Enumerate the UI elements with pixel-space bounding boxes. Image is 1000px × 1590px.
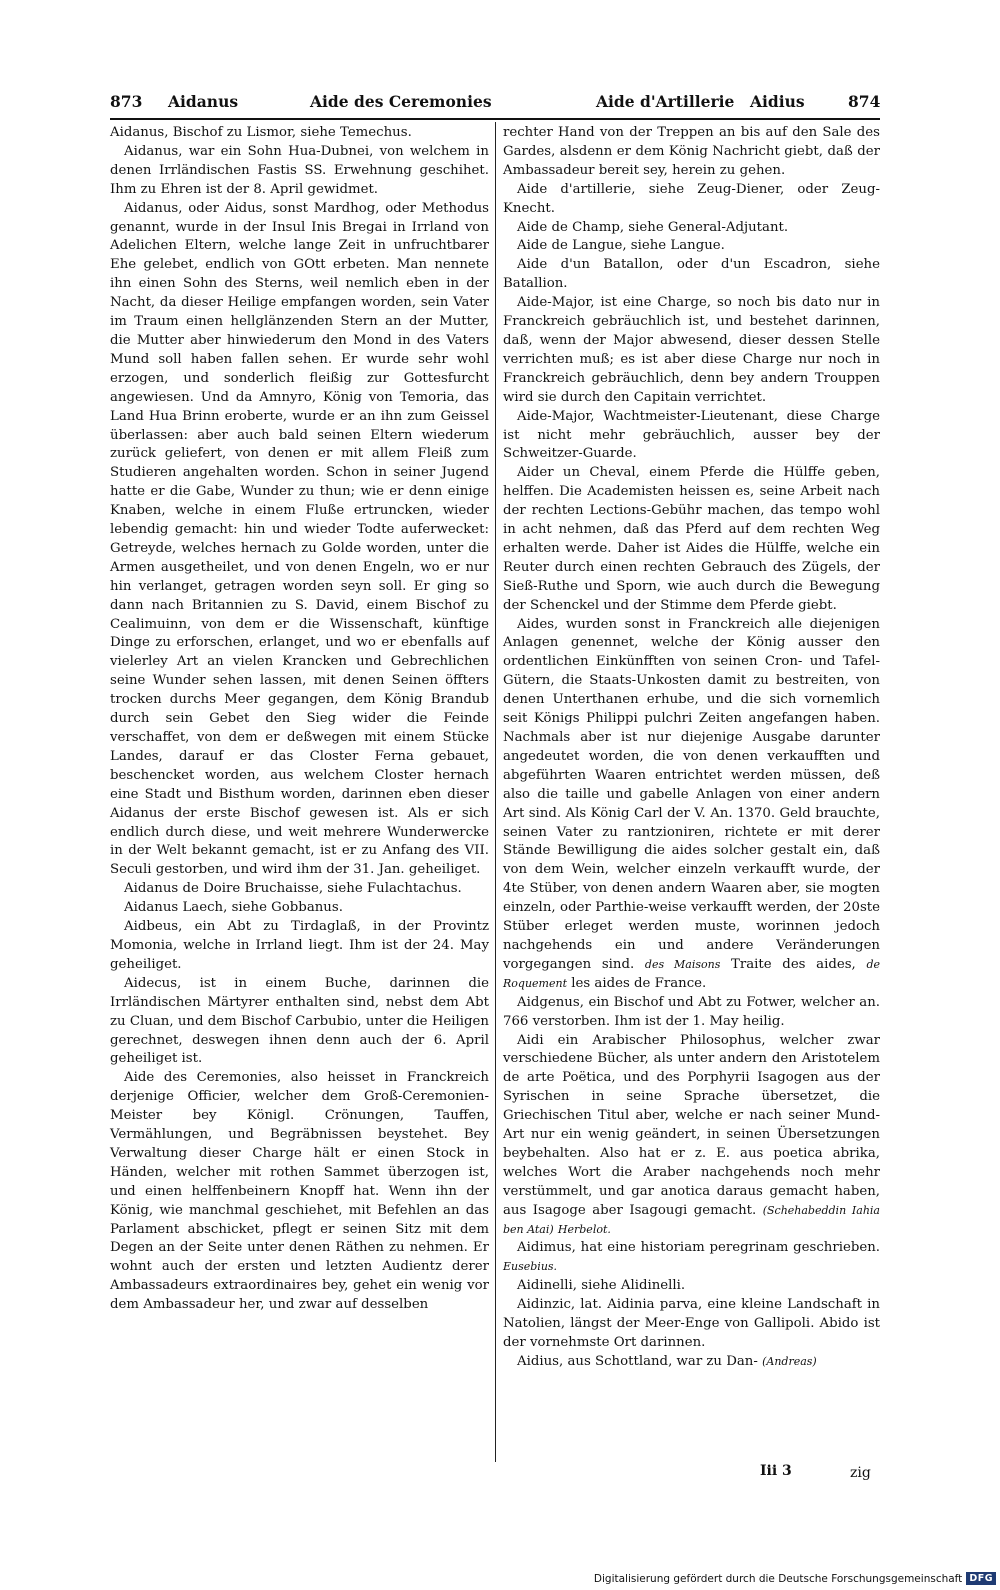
epithet: (Schehabeddin Iahia ben Atai) — [503, 1203, 880, 1236]
entry-paragraph: Aidbeus, ein Abt zu Tirdaglaß, in der Provintz Momonia, welche in Irrland liegt. Ihm ist der 24. May geheiliget. — [110, 919, 489, 972]
entry-paragraph: Aidanus Laech, siehe Gobbanus. — [124, 900, 343, 916]
entry-paragraph: Aide des Ceremonies, also heisset in Franckreich derjenige Officier, welcher dem Groß-Ceremonien-Meister bey Königl. Crönungen, Tauffen, Vermählungen, und Begräbnissen beystehet. Bey Verwaltung dieser Charge hält er einen Stock in Händen, welcher mit rothen Sammet überzogen ist, und einen helffenbeinern Knopff hat. Wenn ihn der König, wie manchmal geschiehet, mit Befehlen an das Parlament abschicket, pflegt er seinen Sitz mit dem Degen an der Seite unter denen Räthen zu nehmen. Er wohnt auch der ersten und letzten Audientz derer Ambassadeurs extraordinaires bey, gehet ein wenig vor dem Ambassadeur her, und zwar auf desselben — [110, 1070, 489, 1313]
source-citation: Herbelot. — [557, 1222, 611, 1236]
entry-paragraph: Aidecus, ist in einem Buche, darinnen die Irrländischen Märtyrer enthalten sind, nebst dem Abt zu Cluan, und dem Bischof Carbubio, unter die Heiligen gerechnet, deswegen ihnen denn auch der 6. April geheiliget ist. — [110, 975, 489, 1067]
dfg-logo: DFG — [966, 1572, 996, 1585]
entry-paragraph: Aide-Major, ist eine Charge, so noch bis dato nur in Franckreich gebräuchlich ist, und bestehet darinnen, daß, wenn der Major abwesend, dieser dessen Stelle verrichten muß; es ist aber diese Charge nur noch in Franckreich gebräuchlich, denn bey andern Trouppen wird sie durch den Capitain verrichtet. — [503, 295, 880, 405]
header-catchword-left-2: Aide des Ceremonies — [310, 92, 492, 111]
entry-paragraph: Aidgenus, ein Bischof und Abt zu Fotwer, welcher an. 766 verstorben. Ihm ist der 1. May heilig. — [503, 994, 880, 1029]
entry-paragraph: Aidinzic, lat. Aidinia parva, eine kleine Landschaft in Natolien, längst der Meer-Enge von Gallipoli. Abido ist der vornehmste Ort darinnen. — [503, 1297, 880, 1350]
entry-text: Aidi ein Arabischer Philosophus, welcher zwar verschiedene Bücher, als unter andern den Aristotelem de arte Poëtica, und des Porphyrii Isagogen aus der Syrischen in seine Sprache übersetzet, die Griechischen Titul aber, welche er nach seiner Mund-Art nur ein wenig geändert, in seinen Übersetzungen beybehalten. Also hat er z. E. aus poetica abrika, welches Wort die Araber nachgehends noch mehr verstümmelt, und gar anotica daraus gemacht haben, aus Isagoge aber Isagougi gemacht. — [503, 1032, 880, 1218]
source-title: les aides de France. — [571, 975, 707, 991]
source-title: Traite des aides, — [731, 956, 856, 972]
header-catchword-right-2: Aidius — [750, 92, 805, 111]
entry-aides — [503, 616, 880, 994]
column-divider — [495, 122, 496, 1462]
entry-paragraph: Aide de Champ, siehe General-Adjutant. — [517, 219, 789, 235]
entry-paragraph: Aidanus, war ein Sohn Hua-Dubnei, von welchem in denen Irrländischen Fastis SS. Erwehnung geschihet. Ihm zu Ehren ist der 8. April gewidmet. — [110, 143, 489, 197]
page-number-right: 874 — [848, 92, 881, 111]
running-header — [110, 92, 880, 118]
entry-paragraph: Aidanus, oder Aidus, sonst Mardhog, oder Methodus genannt, wurde in der Insul Inis Bregai in Irrland von Adelichen Eltern, welche lange Zeit in unfruchtbarer Ehe gelebet, endlich von GOtt erbeten. Man nennete ihn einen Sohn des Sterns, weil nemlich eben in der Nacht, da dieser Heilige empfangen worden, sein Vater im Traum einen hellglänzenden Stern an der Mutter, die Mutter aber hinwiederum den Mond in des Vaters Mund soll haben fallen sehen. Er wurde sehr wohl erzogen, und sonderlich fleißig zur Gottesfurcht angewiesen. Und da Amnyro, König von Temoria, das Land Hua Brinn eroberte, wurde er an ihn zum Geissel überlassen: aber auch bald seinen Eltern wiederum zurück geliefert, von denen er mit allem Fleiß zum Studieren angehalten worden. Schon in seiner Jugend hatte er die Gabe, Wunder zu thun; wie er denn einige Knaben, welche in einem Fluße ertruncken, wieder lebendig gemacht: hin und wieder Todte auferwecket: Getreyde, welches hernach zu Golde worden, unter die Armen ausgetheilet, und von denen Engeln, wo er nur hin verlanget, getragen worden seyn soll. Er ging so dann nach Britannien zu S. David, einem Bischof zu Cealimuinn, von dem er die Wissenschaft, künftige Dinge zu erforschen, erlanget, und wo er ebenfalls auf vielerley Art an vielen Krancken und Gebrechlichen seine Wunder sehen lassen, mit denen Seinen öffters trocken durchs Meer gegangen, dem König Brandub durch sein Gebet den Sieg wider die Feinde verschaffet, von dem er deßwegen mit einem Stücke Landes, darauf er das Closter Ferna gebauet, beschencket worden, aus welchem Closter hernach eine Stadt und Bisthum worden, darinnen eben dieser Aidanus der erste Bischof gewesen ist. Als er sich endlich durch diese, und weit mehrere Wunderwercke in der Welt bekannt gemacht, ist er zu Anfang des VII. Seculi gestorben, und wird ihm der 31. Jan. geheiliget. — [110, 200, 489, 878]
entry-paragraph: Aidanus, Bischof zu Lismor, siehe Temechus. — [110, 125, 412, 140]
header-catchword-right-1: Aide d'Artillerie — [596, 92, 735, 111]
catchword: zig — [850, 1465, 871, 1481]
source-citation: des Maisons — [644, 957, 721, 971]
entry-aidius — [503, 1353, 880, 1372]
source-citation: de Roquement — [503, 957, 880, 990]
entry-paragraph: Aide d'artillerie, siehe Zeug-Diener, oder Zeug-Knecht. — [503, 181, 880, 216]
page-number-left: 873 — [110, 92, 143, 111]
entry-aidi — [503, 1032, 880, 1240]
entry-paragraph: Aider un Cheval, einem Pferde die Hülffe geben, helffen. Die Academisten heissen es, seine Arbeit nach der rechten Lections-Gebühr machen, das tempo wohl in acht nehmen, daß das Pferd auf dem rechten Weg erhalten werde. Daher ist Aides die Hülffe, welche ein Reuter durch einen rechten Gebrauch des Zügels, der Sieß-Ruthe und Sporn, wie auch durch die Bewegung der Schenckel und der Stimme dem Pferde giebt. — [503, 465, 880, 613]
entry-paragraph: Aide d'un Batallon, oder d'un Escadron, siehe Batallion. — [503, 257, 880, 292]
printer-signature: Iii 3 — [760, 1463, 792, 1479]
header-catchword-left-1: Aidanus — [168, 92, 239, 111]
entry-paragraph: Aide-Major, Wachtmeister-Lieutenant, diese Charge ist nicht mehr gebräuchlich, ausser bey der Schweitzer-Guarde. — [503, 408, 880, 462]
right-column — [503, 124, 880, 1372]
digitization-footer — [594, 1572, 996, 1585]
header-rule — [110, 118, 880, 120]
entry-paragraph: Aide de Langue, siehe Langue. — [517, 238, 725, 254]
epithet: (Andreas) — [762, 1354, 817, 1368]
left-column — [110, 124, 489, 1315]
entry-text: Aidimus, hat eine historiam peregrinam geschrieben. — [517, 1240, 880, 1256]
entry-paragraph: Aidinelli, siehe Alidinelli. — [517, 1278, 686, 1294]
entry-paragraph: rechter Hand von der Treppen an bis auf den Sale des Gardes, alsdenn er dem König Nachricht giebt, daß der Ambassadeur bereit sey, herein zu gehen. — [503, 125, 880, 178]
entry-aidimus — [503, 1239, 880, 1277]
source-citation: Eusebius. — [503, 1260, 558, 1274]
footer-text: Digitalisierung gefördert durch die Deutsche Forschungsgemeinschaft — [593, 1572, 963, 1585]
entry-text: Aidius, aus Schottland, war zu Dan- — [517, 1353, 758, 1369]
entry-text: Aides, wurden sonst in Franckreich alle diejenigen Anlagen genennet, welche der König ausser den ordentlichen Einkünfften von seinen Cron- und Tafel-Gütern, die Staats-Unkosten damit zu bestreiten, von denen Unterthanen erhube, und die sich vornemlich seit Königs Philippi pulchri Zeiten angefangen haben. Nachmals aber ist nur diejenige Ausgabe darunter angedeutet worden, die von denen verkaufften und abgeführten Waaren entrichtet werden müssen, deß also die taille und gabelle Anlagen von einer andern Art sind. Als König Carl der V. An. 1370. Geld brauchte, seinen Vater zu rantzioniren, richtete er mit derer Stände Bewilligung die aides solcher gestalt ein, daß von dem Wein, welcher einzeln verkaufft wurde, der 4te Stüber, von denen andern Waaren aber, sie mogten einzeln, oder Parthie-weise verkaufft werden, der 20ste Stüber erleget werden muste, worinnen jedoch nachgehends ein und andere Veränderungen vorgegangen sind. — [503, 616, 880, 972]
entry-paragraph: Aidanus de Doire Bruchaisse, siehe Fulachtachus. — [124, 881, 462, 897]
